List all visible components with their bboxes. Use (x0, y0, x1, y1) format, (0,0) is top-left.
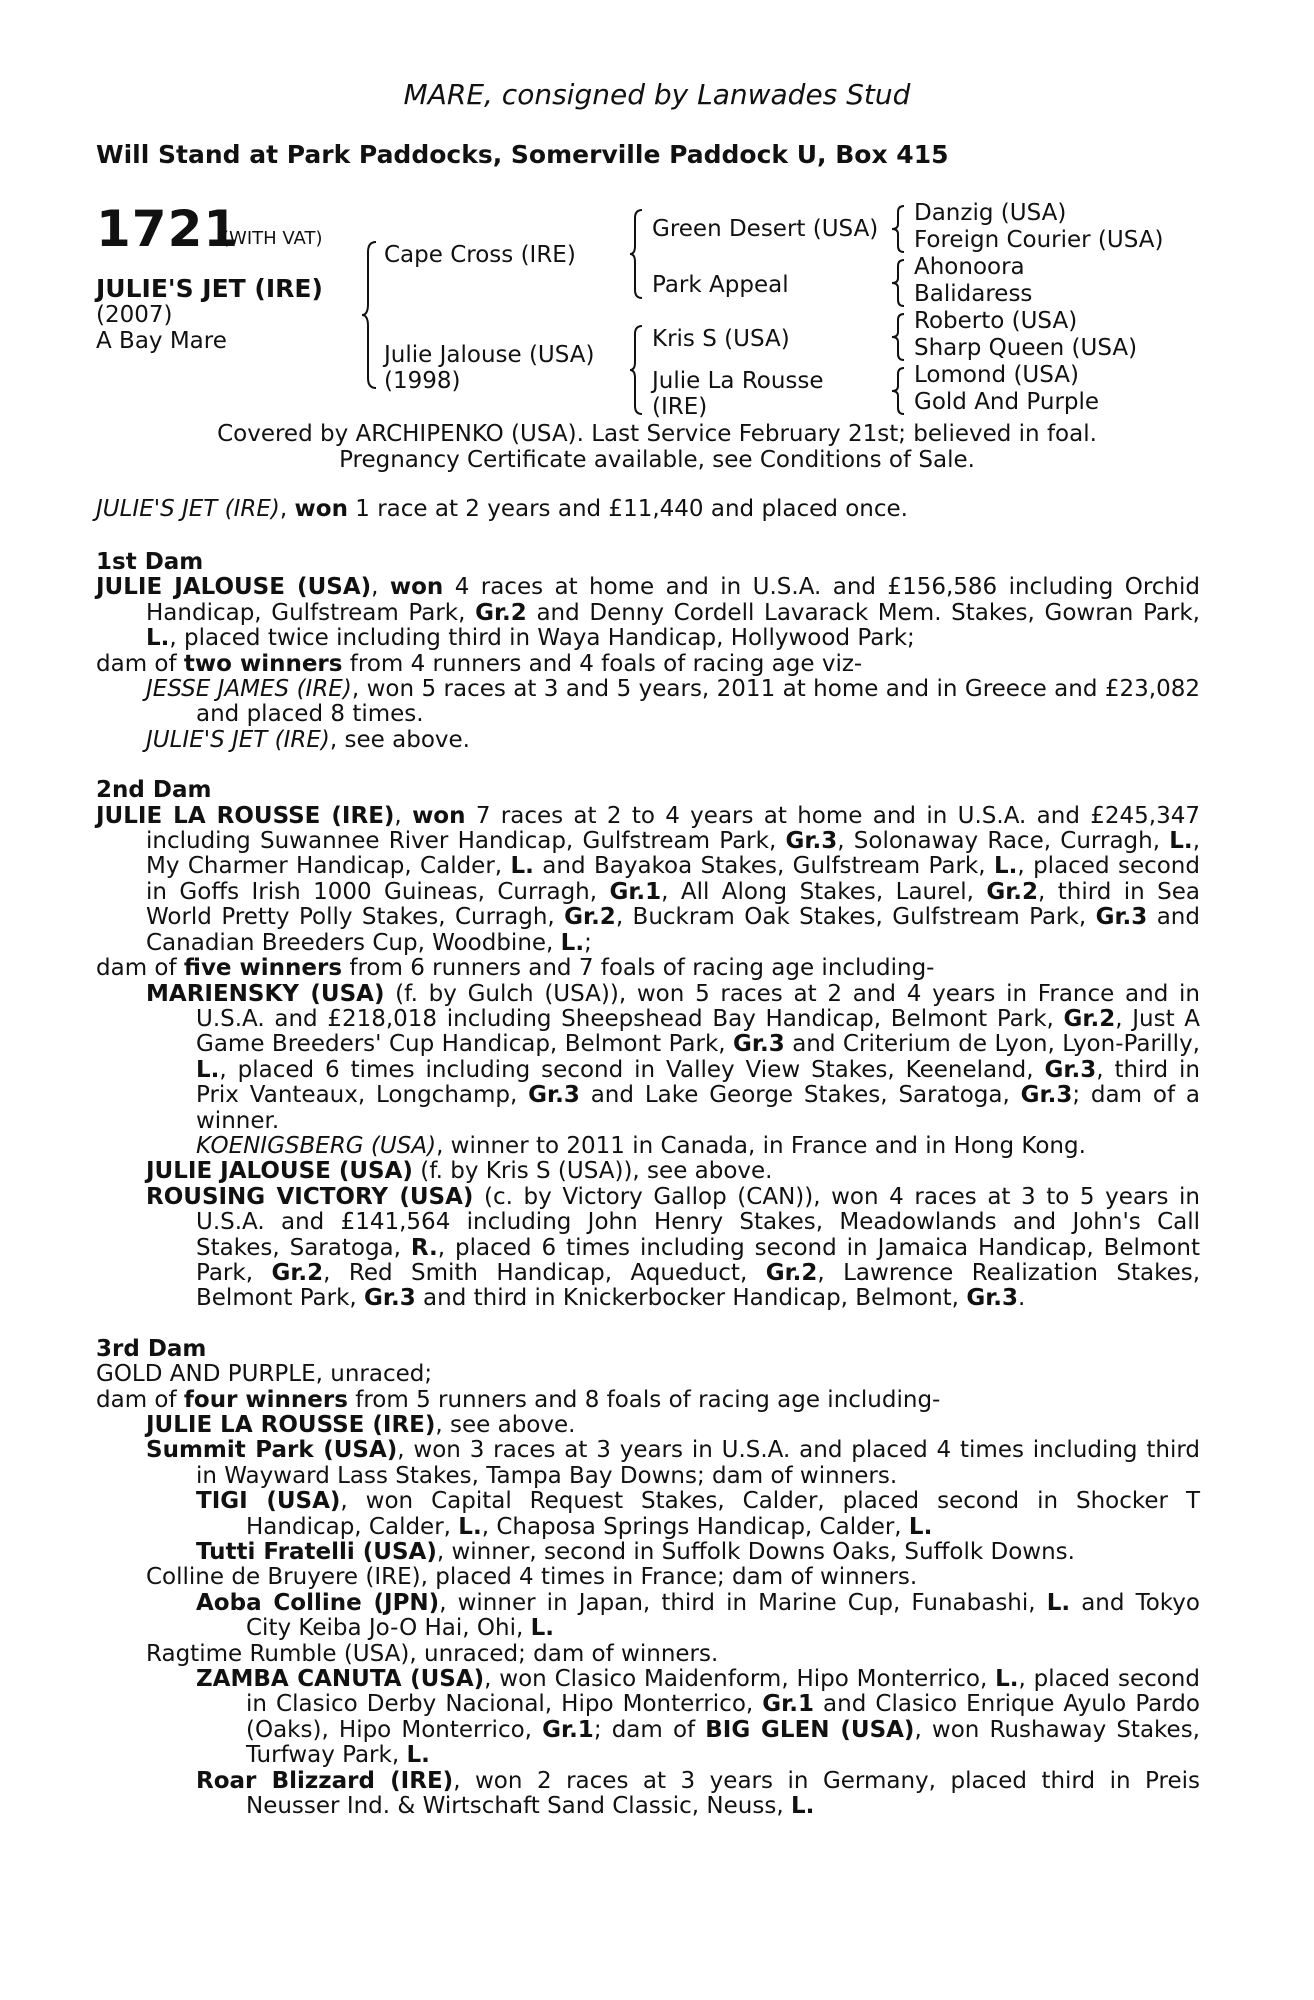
pedigree-dam-dam: Julie La Rousse (652, 368, 824, 394)
pedigree-sire-sire: Green Desert (USA) (652, 216, 879, 242)
record-paragraph (96, 1489, 1200, 1540)
text-run: , Just A Game Breeders' Cup Handicap, Belmont Park, (196, 1005, 1200, 1058)
consignment-heading: MARE, consigned by Lanwades Stud (403, 78, 911, 111)
record-paragraph (96, 1362, 1200, 1387)
bold-text: Summit Park (USA) (146, 1437, 398, 1464)
bold-text: L. (146, 625, 170, 652)
bold-text: Gr.2 (271, 1259, 324, 1286)
text-run: from 5 runners and 8 foals of racing age including- (347, 1386, 941, 1413)
text-run: , All Along Stakes, Laurel, (661, 878, 987, 905)
text-run: Colline de Bruyere (IRE), placed 4 times in France; dam of winners. (146, 1564, 918, 1591)
bold-text: JULIE JALOUSE (USA) (96, 574, 372, 601)
text-run: (f. by Gulch (USA)), won 5 races at 2 and 4 years in France and in U.S.A. and £218,018 including Sheepshead Bay Handicap, Belmont Park, (196, 980, 1200, 1032)
pedigree-sire-dam: Park Appeal (652, 272, 789, 298)
text-run: dam of (96, 1386, 184, 1413)
section-heading: 2nd Dam (96, 777, 212, 804)
record-paragraph (96, 1667, 1200, 1769)
text-run: 1 race at 2 years and £11,440 and placed once. (347, 496, 908, 522)
record-paragraph (96, 1540, 1200, 1565)
bold-text: L. (995, 1666, 1019, 1693)
record-paragraph (96, 1642, 1200, 1667)
pedigree-g3: Ahonoora (914, 254, 1025, 280)
italic-text: JESSE JAMES (IRE) (146, 676, 352, 703)
text-run: 4 races at home and in U.S.A. and £156,586 including Orchid Handicap, Gulfstream Park, (146, 574, 1201, 626)
bold-text: L. (1046, 1589, 1071, 1616)
text-run: , (371, 574, 390, 601)
pedigree-brace (890, 204, 908, 254)
text-run: , won 5 races at 3 and 5 years, 2011 at home and in Greece and £23,082 and placed 8 times. (196, 676, 1200, 728)
bold-text: Gr.1 (542, 1716, 594, 1743)
pedigree-g1: Danzig (USA) (914, 200, 1067, 226)
bold-text: L. (196, 1056, 220, 1083)
record-paragraph (96, 728, 1200, 753)
text-run: , third in Sea World Pretty Polly Stakes, Curragh, (146, 878, 1200, 931)
record-paragraph (96, 575, 1200, 651)
text-run: . (1018, 1285, 1026, 1312)
bold-text: ZAMBA CANUTA (USA) (196, 1666, 485, 1693)
bold-text: L. (560, 929, 585, 956)
text-run: , won 3 races at 3 years in U.S.A. and placed 4 times including third in Wayward Lass Stakes, Tampa Bay Downs; dam of winners. (196, 1437, 1200, 1489)
text-run: and Tokyo City Keiba Jo-O Hai, Ohi, (246, 1589, 1200, 1642)
bold-text: four winners (183, 1386, 348, 1413)
bold-text: TIGI (USA) (196, 1488, 341, 1515)
bold-text: JULIE LA ROUSSE (IRE) (146, 1412, 436, 1438)
record-paragraph (96, 1413, 1200, 1438)
bold-text: Roar Blizzard (IRE) (196, 1767, 454, 1794)
bold-text: five winners (183, 955, 343, 982)
bold-text: Gr.1 (609, 878, 662, 905)
text-run: and Lake George Stakes, Saratoga, (579, 1082, 1021, 1109)
pedigree-brace (890, 312, 908, 362)
record-paragraph (96, 1591, 1200, 1642)
bold-text: Gr.2 (564, 904, 616, 931)
pedigree-brace (628, 208, 646, 300)
text-run: , placed second in Goffs Irish 1000 Guineas, Curragh, (146, 853, 1200, 905)
bold-text: R. (410, 1234, 438, 1261)
bold-text: Gr.3 (1044, 1056, 1097, 1083)
bold-text: L. (510, 853, 534, 880)
horse-name: JULIE'S JET (IRE) (96, 274, 323, 303)
record-paragraph (96, 1438, 1200, 1489)
text-run: and third in Knickerbocker Handicap, Belmont, (415, 1285, 967, 1312)
bold-text: Gr.3 (1020, 1082, 1073, 1109)
summary-line (96, 497, 1200, 522)
text-run: ; (584, 929, 592, 956)
bold-text: L. (530, 1615, 555, 1642)
pedigree-brace (890, 258, 908, 308)
text-run: , won Clasico Maidenform, Hipo Monterrico, (484, 1666, 996, 1693)
text-run: and Canadian Breeders Cup, Woodbine, (146, 904, 1200, 956)
text-run: , My Charmer Handicap, Calder, (146, 828, 1200, 880)
text-run: ; dam of (593, 1716, 706, 1743)
text-run: ; dam of a winner. (196, 1082, 1200, 1134)
bold-text: BIG GLEN (USA) (705, 1716, 915, 1743)
text-run: , placed twice including third in Waya Handicap, Hollywood Park; (169, 625, 915, 652)
text-run: , won 2 races at 3 years in Germany, placed third in Preis Neusser Ind. & Wirtschaft Sand Classic, Neuss, (246, 1767, 1200, 1820)
pedigree-g5: Roberto (USA) (914, 308, 1078, 334)
bold-text: L. (458, 1513, 482, 1540)
bold-text: L. (406, 1742, 430, 1769)
bold-text: Gr.2 (765, 1259, 818, 1286)
bold-text: L. (908, 1513, 933, 1540)
bold-text: JULIE LA ROUSSE (IRE) (96, 802, 395, 829)
text-run: , winner, second in Suffolk Downs Oaks, Suffolk Downs. (436, 1539, 1075, 1566)
summary-paragraph (96, 497, 1200, 522)
bold-text: Gr.1 (762, 1691, 814, 1718)
bold-text: Tutti Fratelli (USA) (196, 1539, 437, 1566)
bold-text: Gr.2 (1063, 1005, 1116, 1032)
record-paragraph (96, 1565, 1200, 1590)
bold-text: Gr.3 (364, 1285, 416, 1312)
text-run: , Lawrence Realization Stakes, Belmont Park, (196, 1259, 1201, 1312)
bold-text: won (389, 574, 444, 601)
bold-text: Gr.2 (475, 599, 527, 626)
pedigree-dam: Julie Jalouse (USA) (384, 342, 595, 368)
pedigree-g4: Balidaress (914, 281, 1033, 307)
stand-location: Will Stand at Park Paddocks, Somerville Paddock U, Box 415 (96, 140, 949, 169)
pedigree-g6: Sharp Queen (USA) (914, 335, 1138, 361)
bold-text: Gr.2 (986, 878, 1039, 905)
text-run: , Red Smith Handicap, Aqueduct, (323, 1259, 766, 1286)
text-run: from 6 runners and 7 foals of racing age including- (342, 955, 935, 982)
record-paragraph (96, 1159, 1200, 1184)
bold-text: won (412, 802, 466, 829)
text-run: (c. by Victory Gallop (CAN)), won 4 races at 3 to 5 years in U.S.A. and £141,564 including John Henry Stakes, Meadowlands and John's Call Stakes, Saratoga, (196, 1183, 1200, 1261)
text-run: , placed 6 times including second in Jamaica Handicap, Belmont Park, (196, 1234, 1200, 1286)
bold-text: JULIE JALOUSE (USA) (146, 1158, 413, 1185)
italic-text: JULIE'S JET (IRE) (146, 726, 330, 753)
text-run: from 4 runners and 4 foals of racing age viz- (342, 650, 863, 677)
bold-text: two winners (183, 650, 343, 677)
covering-note: Covered by ARCHIPENKO (USA). Last Service February 21st; believed in foal. (217, 421, 1097, 447)
lot-number: 1721 (96, 200, 240, 258)
pedigree-g7: Lomond (USA) (914, 362, 1079, 388)
bold-text: Gr.3 (785, 828, 838, 855)
text-run: , (279, 496, 295, 522)
text-run: and Clasico Enrique Ayulo Pardo (Oaks), Hipo Monterrico, (246, 1691, 1200, 1743)
record-paragraph (96, 652, 1200, 677)
italic-text: JULIE'S JET (IRE) (96, 496, 280, 522)
bold-text: MARIENSKY (USA) (146, 980, 385, 1007)
record-paragraph (96, 1769, 1200, 1820)
record-paragraph (96, 1185, 1200, 1312)
text-run: , won Capital Request Stakes, Calder, placed second in Shocker T Handicap, Calder, (246, 1488, 1200, 1540)
bold-text: L. (790, 1793, 815, 1820)
text-run: , Buckram Oak Stakes, Gulfstream Park, (615, 904, 1096, 931)
text-run: , Solonaway Race, Curragh, (837, 828, 1170, 855)
record-paragraph (96, 1388, 1200, 1413)
pedigree-brace (360, 240, 380, 390)
text-run: , won Rushaway Stakes, Turfway Park, (246, 1716, 1200, 1769)
pedigree-dam-sire: Kris S (USA) (652, 326, 790, 352)
text-run: and Denny Cordell Lavarack Mem. Stakes, Gowran Park, (526, 599, 1200, 626)
bold-text: L. (993, 853, 1018, 880)
italic-text: KOENIGSBERG (USA) (196, 1132, 437, 1159)
bold-text: Gr.3 (733, 1031, 785, 1058)
pedigree-brace (890, 366, 908, 416)
text-run: , see above. (329, 726, 470, 753)
record-paragraph (96, 982, 1200, 1134)
record-paragraph (96, 804, 1200, 956)
bold-text: Gr.3 (528, 1082, 580, 1109)
pedigree-g2: Foreign Courier (USA) (914, 227, 1164, 253)
dam-sections (96, 550, 1200, 1820)
pedigree-brace (628, 324, 646, 416)
bold-text: Aoba Colline (JPN) (196, 1589, 440, 1616)
bold-text: L. (1169, 828, 1193, 855)
text-run: GOLD AND PURPLE, unraced; (96, 1361, 433, 1388)
section-heading: 1st Dam (96, 549, 204, 575)
section-heading: 3rd Dam (96, 1335, 207, 1362)
horse-description: A Bay Mare (96, 328, 227, 354)
text-run: (f. by Kris S (USA)), see above. (412, 1158, 773, 1185)
text-run: dam of (96, 650, 184, 677)
pregnancy-note: Pregnancy Certificate available, see Conditions of Sale. (339, 447, 975, 473)
horse-year: (2007) (96, 302, 173, 328)
section-spacer (96, 753, 1200, 778)
bold-text: ROUSING VICTORY (USA) (146, 1183, 474, 1210)
record-paragraph (96, 677, 1200, 728)
section-spacer (96, 1312, 1200, 1337)
text-run: , winner in Japan, third in Marine Cup, Funabashi, (439, 1589, 1047, 1616)
bold-text: won (294, 496, 348, 522)
bold-text: Gr.3 (966, 1285, 1018, 1312)
text-run: dam of (96, 955, 184, 982)
text-run: Ragtime Rumble (USA), unraced; dam of winners. (146, 1640, 719, 1667)
bold-text: Gr.3 (1095, 904, 1148, 931)
text-run: , Chaposa Springs Handicap, Calder, (481, 1513, 909, 1540)
text-run: , (394, 802, 413, 829)
vat-note: (WITH VAT) (222, 228, 323, 249)
text-run: 7 races at 2 to 4 years at home and in U.S.A. and £245,347 including Suwannee River Handicap, Gulfstream Park, (146, 802, 1200, 855)
pedigree-g8: Gold And Purple (914, 389, 1100, 415)
text-run: and Criterium de Lyon, Lyon-Parilly, (784, 1031, 1200, 1058)
text-run: , placed 6 times including second in Valley View Stakes, Keeneland, (219, 1056, 1045, 1083)
pedigree-dam-year: (1998) (384, 368, 461, 394)
text-run: , third in Prix Vanteaux, Longchamp, (196, 1056, 1200, 1109)
text-run: , placed second in Clasico Derby Nacional, Hipo Monterrico, (246, 1666, 1200, 1718)
text-run: , winner to 2011 in Canada, in France and in Hong Kong. (436, 1132, 1086, 1159)
text-run: and Bayakoa Stakes, Gulfstream Park, (533, 853, 994, 880)
pedigree-dam-dam-origin: (IRE) (652, 394, 708, 420)
record-paragraph (96, 956, 1200, 981)
pedigree-sire: Cape Cross (IRE) (384, 242, 576, 268)
record-paragraph (96, 1134, 1200, 1159)
text-run: , see above. (435, 1412, 576, 1438)
